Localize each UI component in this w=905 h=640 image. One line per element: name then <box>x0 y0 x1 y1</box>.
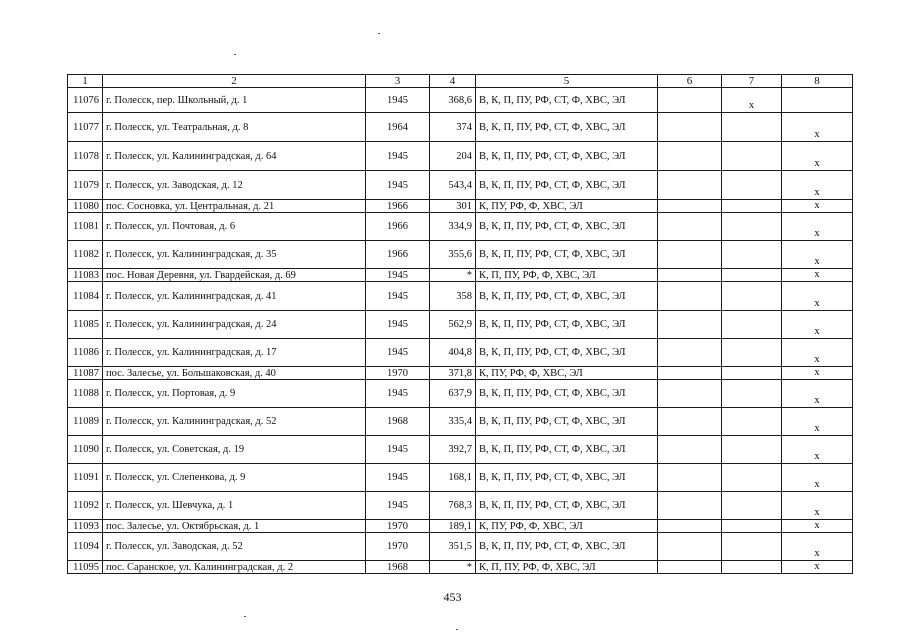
table-row <box>68 113 853 142</box>
cell-address: пос. Залесье, ул. Октябрьская, д. 1 <box>103 520 366 533</box>
cell-area: 562,9 <box>430 311 476 339</box>
cell-year-built: 1945 <box>366 380 430 408</box>
cell-record-number: 11083 <box>68 269 103 282</box>
cell-column-7 <box>722 436 782 464</box>
cell-record-number: 11079 <box>68 171 103 200</box>
table-row <box>68 311 853 339</box>
table-row <box>68 464 853 492</box>
cell-record-number: 11091 <box>68 464 103 492</box>
cell-column-7 <box>722 311 782 339</box>
table-row <box>68 367 853 380</box>
cell-year-built: 1945 <box>366 436 430 464</box>
cell-column-7 <box>722 142 782 171</box>
housing-register-table <box>67 74 853 574</box>
cell-column-6 <box>658 520 722 533</box>
cell-column-6 <box>658 464 722 492</box>
cell-record-number: 11081 <box>68 213 103 241</box>
cell-address: г. Полесск, ул. Заводская, д. 12 <box>103 171 366 200</box>
column-header-5: 5 <box>476 75 658 88</box>
cell-utilities: В, К, П, ПУ, РФ, СТ, Ф, ХВС, ЭЛ <box>476 113 658 142</box>
cell-address: г. Полесск, ул. Заводская, д. 52 <box>103 533 366 561</box>
cell-record-number: 11078 <box>68 142 103 171</box>
cell-area: 189,1 <box>430 520 476 533</box>
cell-column-6 <box>658 241 722 269</box>
cell-utilities: К, ПУ, РФ, Ф, ХВС, ЭЛ <box>476 520 658 533</box>
cell-record-number: 11080 <box>68 200 103 213</box>
cell-area: 768,3 <box>430 492 476 520</box>
cell-column-8: х <box>782 367 853 380</box>
cell-address: пос. Саранское, ул. Калининградская, д. 2 <box>103 561 366 574</box>
cell-address: пос. Сосновка, ул. Центральная, д. 21 <box>103 200 366 213</box>
cell-area: 374 <box>430 113 476 142</box>
cell-column-6 <box>658 380 722 408</box>
scan-speck <box>234 54 236 55</box>
cell-year-built: 1945 <box>366 339 430 367</box>
cell-column-6 <box>658 282 722 311</box>
cell-utilities: В, К, П, ПУ, РФ, СТ, Ф, ХВС, ЭЛ <box>476 436 658 464</box>
cell-year-built: 1970 <box>366 367 430 380</box>
cell-address: г. Полесск, пер. Школьный, д. 1 <box>103 88 366 113</box>
cell-year-built: 1968 <box>366 561 430 574</box>
cell-utilities: В, К, П, ПУ, РФ, СТ, Ф, ХВС, ЭЛ <box>476 408 658 436</box>
cell-column-8 <box>782 88 853 113</box>
cell-utilities: В, К, П, ПУ, РФ, СТ, Ф, ХВС, ЭЛ <box>476 380 658 408</box>
cell-column-7 <box>722 533 782 561</box>
table-row <box>68 213 853 241</box>
cell-column-6 <box>658 311 722 339</box>
cell-column-6 <box>658 269 722 282</box>
cell-utilities: К, ПУ, РФ, Ф, ХВС, ЭЛ <box>476 200 658 213</box>
cell-column-8: х <box>782 561 853 574</box>
cell-year-built: 1966 <box>366 200 430 213</box>
cell-utilities: К, ПУ, РФ, Ф, ХВС, ЭЛ <box>476 367 658 380</box>
table-body <box>68 88 853 574</box>
column-header-8: 8 <box>782 75 853 88</box>
cell-area: * <box>430 561 476 574</box>
cell-address: пос. Новая Деревня, ул. Гвардейская, д. 69 <box>103 269 366 282</box>
cell-address: г. Полесск, ул. Театральная, д. 8 <box>103 113 366 142</box>
cell-record-number: 11092 <box>68 492 103 520</box>
cell-column-8: х <box>782 269 853 282</box>
cell-area: 404,8 <box>430 339 476 367</box>
cell-year-built: 1945 <box>366 311 430 339</box>
table-row <box>68 200 853 213</box>
table-row <box>68 520 853 533</box>
cell-address: пос. Залесье, ул. Большаковская, д. 40 <box>103 367 366 380</box>
cell-address: г. Полесск, ул. Калининградская, д. 64 <box>103 142 366 171</box>
cell-column-6 <box>658 142 722 171</box>
cell-column-6 <box>658 367 722 380</box>
cell-column-7 <box>722 241 782 269</box>
cell-address: г. Полесск, ул. Калининградская, д. 17 <box>103 339 366 367</box>
table-row <box>68 339 853 367</box>
cell-area: 358 <box>430 282 476 311</box>
column-header-3: 3 <box>366 75 430 88</box>
cell-column-6 <box>658 492 722 520</box>
cell-column-7 <box>722 408 782 436</box>
cell-area: 334,9 <box>430 213 476 241</box>
cell-address: г. Полесск, ул. Портовая, д. 9 <box>103 380 366 408</box>
cell-column-6 <box>658 200 722 213</box>
cell-column-8: х <box>782 113 853 142</box>
cell-column-8: х <box>782 200 853 213</box>
cell-record-number: 11090 <box>68 436 103 464</box>
cell-year-built: 1966 <box>366 241 430 269</box>
cell-column-8: х <box>782 282 853 311</box>
column-header-2: 2 <box>103 75 366 88</box>
cell-column-6 <box>658 113 722 142</box>
cell-year-built: 1945 <box>366 492 430 520</box>
cell-column-8: х <box>782 520 853 533</box>
cell-record-number: 11085 <box>68 311 103 339</box>
cell-utilities: В, К, П, ПУ, РФ, СТ, Ф, ХВС, ЭЛ <box>476 464 658 492</box>
cell-address: г. Полесск, ул. Калининградская, д. 35 <box>103 241 366 269</box>
cell-record-number: 11089 <box>68 408 103 436</box>
cell-column-8: х <box>782 408 853 436</box>
table-row <box>68 436 853 464</box>
cell-column-8: х <box>782 171 853 200</box>
cell-column-7 <box>722 113 782 142</box>
cell-column-8: х <box>782 213 853 241</box>
cell-column-7 <box>722 282 782 311</box>
cell-column-7 <box>722 200 782 213</box>
cell-column-8: х <box>782 464 853 492</box>
cell-column-7 <box>722 561 782 574</box>
cell-column-7 <box>722 380 782 408</box>
table-row <box>68 533 853 561</box>
cell-column-6 <box>658 171 722 200</box>
cell-year-built: 1966 <box>366 213 430 241</box>
cell-year-built: 1945 <box>366 88 430 113</box>
cell-utilities: В, К, П, ПУ, РФ, СТ, Ф, ХВС, ЭЛ <box>476 241 658 269</box>
cell-record-number: 11076 <box>68 88 103 113</box>
cell-utilities: В, К, П, ПУ, РФ, СТ, Ф, ХВС, ЭЛ <box>476 339 658 367</box>
table-row <box>68 561 853 574</box>
cell-column-8: х <box>782 339 853 367</box>
cell-column-6 <box>658 561 722 574</box>
column-header-6: 6 <box>658 75 722 88</box>
cell-area: 355,6 <box>430 241 476 269</box>
cell-column-8: х <box>782 436 853 464</box>
cell-area: 351,5 <box>430 533 476 561</box>
column-header-4: 4 <box>430 75 476 88</box>
cell-area: 204 <box>430 142 476 171</box>
cell-area: 371,8 <box>430 367 476 380</box>
cell-year-built: 1945 <box>366 282 430 311</box>
cell-address: г. Полесск, ул. Слепенкова, д. 9 <box>103 464 366 492</box>
cell-address: г. Полесск, ул. Советская, д. 19 <box>103 436 366 464</box>
cell-area: * <box>430 269 476 282</box>
cell-column-6 <box>658 339 722 367</box>
table-row <box>68 269 853 282</box>
cell-column-8: х <box>782 533 853 561</box>
cell-column-7 <box>722 171 782 200</box>
cell-record-number: 11094 <box>68 533 103 561</box>
cell-utilities: В, К, П, ПУ, РФ, СТ, Ф, ХВС, ЭЛ <box>476 142 658 171</box>
cell-year-built: 1945 <box>366 171 430 200</box>
cell-address: г. Полесск, ул. Шевчука, д. 1 <box>103 492 366 520</box>
cell-area: 392,7 <box>430 436 476 464</box>
cell-utilities: В, К, П, ПУ, РФ, СТ, Ф, ХВС, ЭЛ <box>476 311 658 339</box>
table-header-row <box>68 75 853 88</box>
cell-record-number: 11088 <box>68 380 103 408</box>
cell-utilities: В, К, П, ПУ, РФ, СТ, Ф, ХВС, ЭЛ <box>476 88 658 113</box>
cell-address: г. Полесск, ул. Калининградская, д. 24 <box>103 311 366 339</box>
cell-column-6 <box>658 213 722 241</box>
cell-column-8: х <box>782 241 853 269</box>
cell-utilities: В, К, П, ПУ, РФ, СТ, Ф, ХВС, ЭЛ <box>476 533 658 561</box>
cell-record-number: 11086 <box>68 339 103 367</box>
cell-column-7 <box>722 464 782 492</box>
cell-address: г. Полесск, ул. Калининградская, д. 41 <box>103 282 366 311</box>
cell-year-built: 1970 <box>366 533 430 561</box>
cell-column-7: х <box>722 88 782 113</box>
table-row <box>68 142 853 171</box>
scan-speck <box>456 629 458 630</box>
page-number: 453 <box>443 590 462 604</box>
table-row <box>68 282 853 311</box>
cell-column-6 <box>658 88 722 113</box>
cell-utilities: К, П, ПУ, РФ, Ф, ХВС, ЭЛ <box>476 561 658 574</box>
cell-address: г. Полесск, ул. Калининградская, д. 52 <box>103 408 366 436</box>
cell-column-7 <box>722 213 782 241</box>
cell-address: г. Полесск, ул. Почтовая, д. 6 <box>103 213 366 241</box>
column-header-7: 7 <box>722 75 782 88</box>
cell-record-number: 11077 <box>68 113 103 142</box>
table-row <box>68 492 853 520</box>
cell-area: 543,4 <box>430 171 476 200</box>
table-row <box>68 171 853 200</box>
cell-area: 368,6 <box>430 88 476 113</box>
cell-utilities: К, П, ПУ, РФ, Ф, ХВС, ЭЛ <box>476 269 658 282</box>
table-row <box>68 88 853 113</box>
scan-speck <box>378 33 380 34</box>
cell-column-7 <box>722 492 782 520</box>
cell-area: 168,1 <box>430 464 476 492</box>
cell-area: 301 <box>430 200 476 213</box>
cell-year-built: 1945 <box>366 269 430 282</box>
column-header-1: 1 <box>68 75 103 88</box>
cell-column-7 <box>722 339 782 367</box>
cell-area: 335,4 <box>430 408 476 436</box>
table-row <box>68 241 853 269</box>
table-row <box>68 380 853 408</box>
cell-record-number: 11093 <box>68 520 103 533</box>
cell-column-8: х <box>782 380 853 408</box>
cell-utilities: В, К, П, ПУ, РФ, СТ, Ф, ХВС, ЭЛ <box>476 171 658 200</box>
cell-column-7 <box>722 520 782 533</box>
cell-area: 637,9 <box>430 380 476 408</box>
cell-record-number: 11087 <box>68 367 103 380</box>
cell-year-built: 1970 <box>366 520 430 533</box>
cell-column-7 <box>722 367 782 380</box>
cell-column-6 <box>658 436 722 464</box>
cell-record-number: 11095 <box>68 561 103 574</box>
cell-year-built: 1945 <box>366 464 430 492</box>
cell-column-6 <box>658 408 722 436</box>
cell-column-8: х <box>782 492 853 520</box>
cell-record-number: 11084 <box>68 282 103 311</box>
cell-column-8: х <box>782 142 853 171</box>
table-row <box>68 408 853 436</box>
cell-year-built: 1968 <box>366 408 430 436</box>
cell-record-number: 11082 <box>68 241 103 269</box>
cell-utilities: В, К, П, ПУ, РФ, СТ, Ф, ХВС, ЭЛ <box>476 213 658 241</box>
cell-utilities: В, К, П, ПУ, РФ, СТ, Ф, ХВС, ЭЛ <box>476 282 658 311</box>
cell-utilities: В, К, П, ПУ, РФ, СТ, Ф, ХВС, ЭЛ <box>476 492 658 520</box>
cell-column-8: х <box>782 311 853 339</box>
cell-column-6 <box>658 533 722 561</box>
cell-year-built: 1945 <box>366 142 430 171</box>
cell-year-built: 1964 <box>366 113 430 142</box>
scan-speck <box>244 616 246 617</box>
cell-column-7 <box>722 269 782 282</box>
